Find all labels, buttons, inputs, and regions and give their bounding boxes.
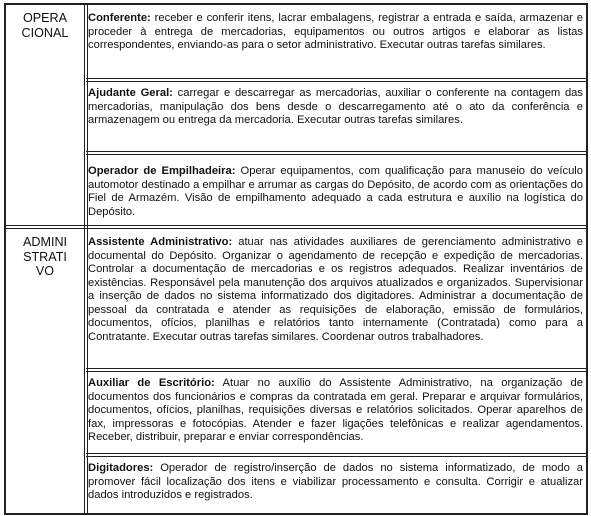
- role-ajudante-geral: [88, 87, 583, 128]
- sector-label-line: ADMINI: [22, 235, 68, 249]
- role-auxiliar-escritorio: [88, 377, 583, 445]
- role-assistente-administrativo: [88, 236, 583, 344]
- sector-label-line: VO: [35, 264, 55, 279]
- sector-label-operacional: [10, 11, 80, 40]
- role-digitadores: [88, 462, 583, 503]
- role-description: Operador de registro/inserção de dados no sistema informatizado, de modo a promover fácil localização dos itens e viabilizar processamento e consulta. Corrigir e atualizar dados introduzidos e registrados.: [88, 462, 583, 501]
- row-divider: [86, 453, 588, 457]
- role-operador-empilhadeira: [88, 165, 583, 219]
- sector-label-line: CIONAL: [21, 25, 69, 40]
- role-title: Assistente Administrativo:: [88, 236, 233, 248]
- role-description: Atuar no auxílio do Assistente Administrativo, na organização de documentos dos funcionários e compras da contratada em geral. Preparar e arquivar formulários, documentos, ofícios, planilhas, requisições diversas e relatórios solicitados. Operar aparelhos de fax, impressoras e fotocópias. Atender e fazer ligações telefônicas e realizar agendamentos. Receber, distribuir, preparar e enviar correspondências.: [88, 377, 583, 443]
- role-description: carregar e descarregar as mercadorias, auxiliar o conferente na contagem das mercadorias, manipulação dos bens desde o descarregamento até o ato da conferência e armazenagem ou entrega da mercadoria. Executar outras tarefas similares.: [88, 87, 584, 126]
- role-title: Conferente:: [88, 12, 151, 24]
- sector-label-administrativo: [10, 235, 80, 279]
- role-description: Operar equipamentos, com qualificação para manuseio do veículo automotor destinado a empilhar e arrumar as cargas do Depósito, de acordo com as orientações do Fiel de Armazém. Visão de empilhamento adequado a cada estrutura e auxílio na logística do Depósito.: [88, 165, 584, 218]
- sector-label-line: STRATI: [23, 249, 67, 264]
- role-description: atuar nas atividades auxiliares de gerenciamento administrativo e documental do Depósito. Organizar o agendamento de recepção e expedição de mercadorias. Controlar a documentação de mercadorias e os registros adequados. Realizar inventários de existências. Responsável pela manutenção dos arquivos atualizados e organizados. Supervisionar a inserção de dados no sistema informatizado dos digitadores. Administrar a documentação de pessoal da contratada e atender as requisições de elaboração, emissão de formulários, documentos, ofícios, planilhas e relatórios tanto internamente (Contratada) como para a Contratante. Executar outras tarefas similares. Coordenar outros trabalhadores.: [88, 236, 584, 343]
- role-conferente: [88, 12, 583, 53]
- role-description: receber e conferir itens, lacrar embalagens, registrar a entrada e saída, armazenar e proceder à entrega de mercadorias, equipamentos ou outros artigos e elaborar as listas correspondentes, enviando-as para o setor administrativo. Executar outras tarefas similares.: [88, 12, 584, 51]
- role-title: Ajudante Geral:: [88, 87, 173, 99]
- row-divider: [86, 368, 588, 372]
- role-title: Operador de Empilhadeira:: [88, 165, 236, 177]
- sector-label-line: OPERA: [22, 11, 68, 25]
- job-description-table: [4, 3, 588, 515]
- role-title: Digitadores:: [88, 462, 154, 474]
- section-divider: [4, 225, 588, 229]
- row-divider: [86, 78, 588, 82]
- row-divider: [86, 151, 588, 155]
- role-title: Auxiliar de Escritório:: [88, 377, 215, 389]
